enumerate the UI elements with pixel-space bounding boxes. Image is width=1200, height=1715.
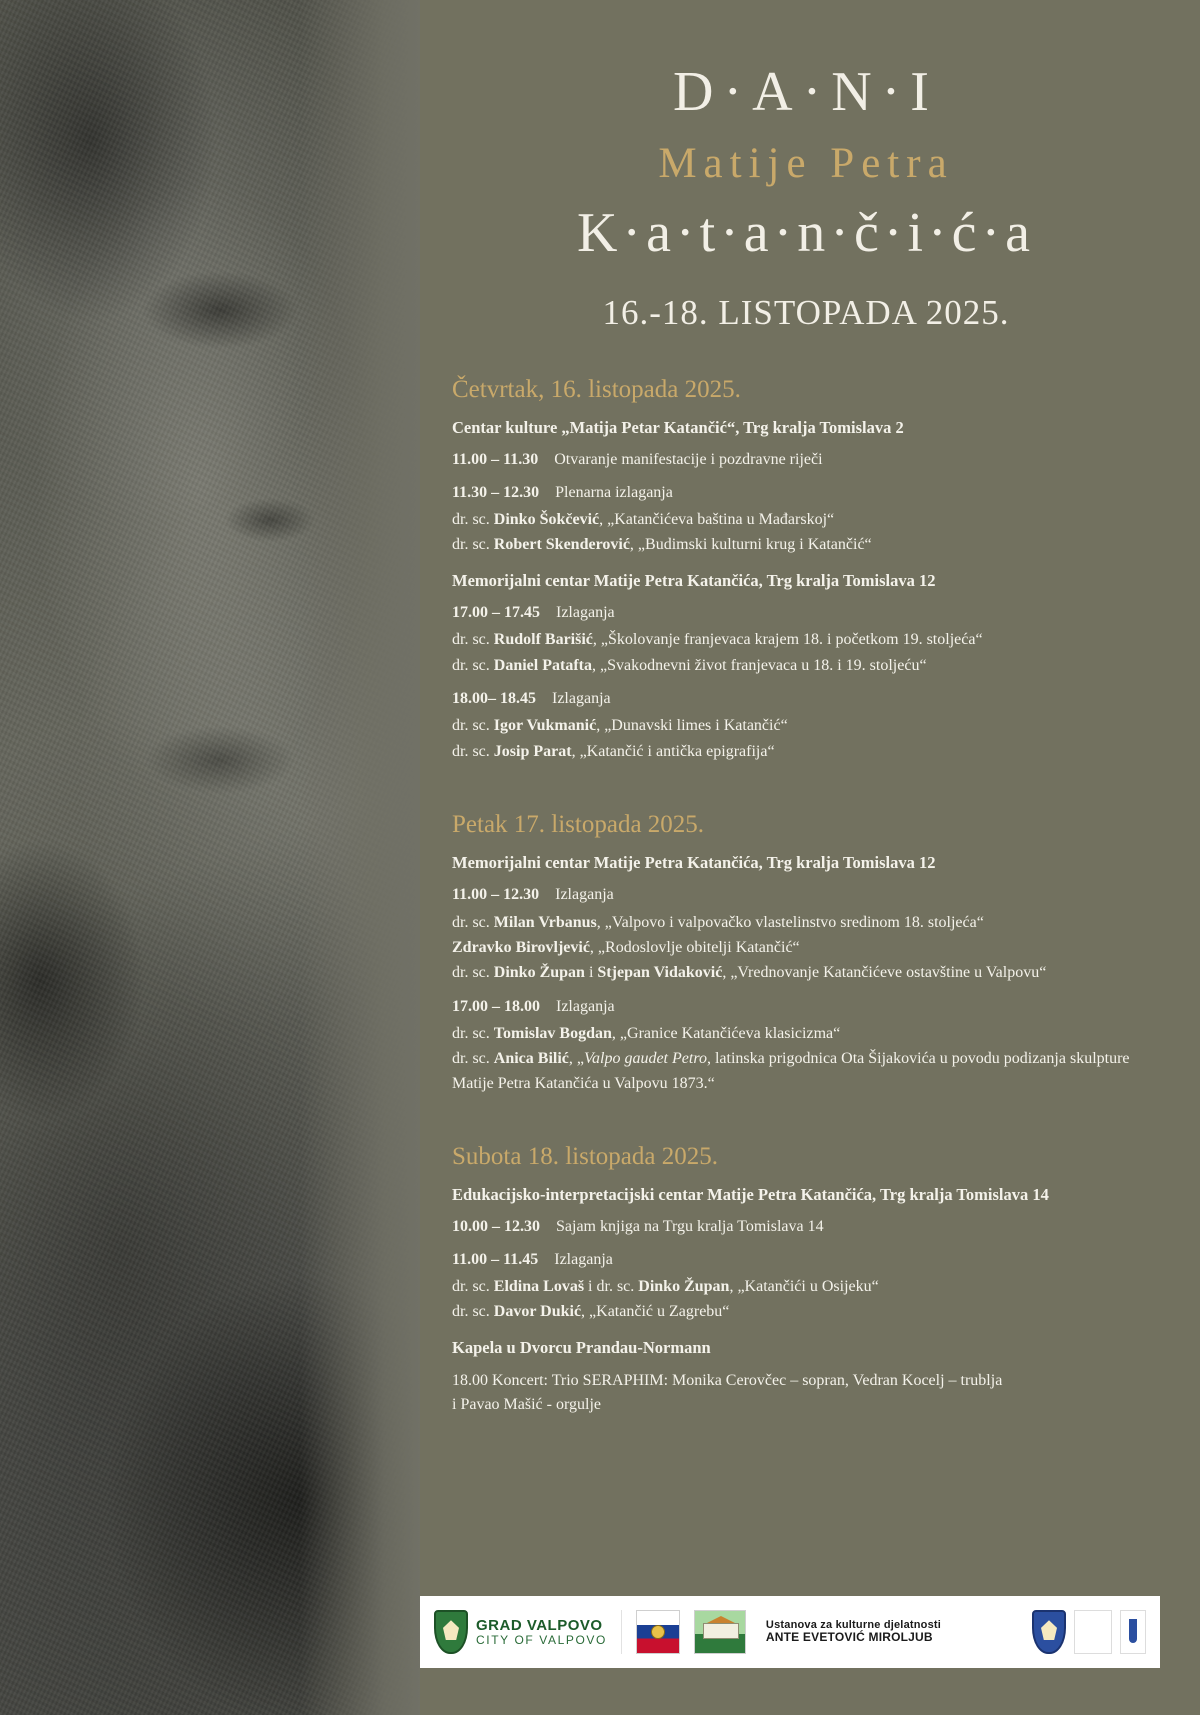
- slot-time: 10.00 – 12.30: [452, 1218, 540, 1236]
- slot-time: 11.00 – 12.30: [452, 886, 540, 904]
- slot-label: Otvaranje manifestacije i pozdravne riječi: [554, 451, 823, 469]
- sponsor-name: GRAD VALPOVO: [476, 1616, 603, 1634]
- town-emblem-icon: [694, 1610, 746, 1654]
- slot: [452, 688, 1164, 764]
- slot-time: 18.00– 18.45: [452, 689, 536, 707]
- slot-head: [452, 1216, 1164, 1238]
- slot-time: 17.00 – 17.45: [452, 603, 540, 621]
- sponsor-bar: [420, 1596, 1160, 1668]
- day-title: Subota 18. listopada 2025.: [452, 1142, 718, 1170]
- sponsor-name: Ustanova za kulturne djelatnosti: [765, 1618, 942, 1631]
- section-gap: [452, 770, 1164, 810]
- slot-head: [452, 602, 1164, 624]
- day-thursday: [452, 375, 1164, 764]
- programme-entry: dr. sc. Tomislav Bogdan, „Granice Katančićeva klasicizma“: [452, 1024, 841, 1042]
- slot-label: Plenarna izlaganja: [555, 483, 673, 501]
- slot-label: Sajam knjiga na Trgu kralja Tomislava 14: [556, 1218, 824, 1236]
- day-title: Petak 17. listopada 2025.: [452, 810, 705, 838]
- slot-label: Izlaganja: [554, 1250, 613, 1268]
- slot-label: Izlaganja: [556, 603, 615, 621]
- sponsor-grad-valpovo: [434, 1610, 607, 1654]
- sculpture-photo: [0, 0, 420, 1715]
- ministry-crest-icon: [1032, 1610, 1066, 1654]
- valpovo-crest-icon: [434, 1610, 468, 1654]
- venue: Centar kulture „Matija Petar Katančić“, Trg kralja Tomislava 2: [452, 417, 904, 437]
- slot-time: 17.00 – 18.00: [452, 997, 540, 1015]
- concert-note-line2: i Pavao Mašić - orgulje: [452, 1395, 602, 1413]
- title-line-katancica: K·a·t·a·n·č·i·ć·a: [576, 201, 1036, 264]
- sponsor-subtitle: ANTE EVETOVIĆ MIROLJUB: [765, 1630, 933, 1645]
- programme-entry: dr. sc. Robert Skenderović, „Budimski kulturni krug i Katančić“: [452, 536, 872, 554]
- slot-head: [452, 1249, 1164, 1271]
- slot-label: Izlaganja: [556, 997, 615, 1015]
- slot-time: 11.00 – 11.45: [452, 1250, 539, 1268]
- slot-head: [452, 482, 1164, 504]
- programme-entry: dr. sc. Davor Dukić, „Katančić u Zagrebu“: [452, 1303, 730, 1321]
- venue: Memorijalni centar Matije Petra Katančića, Trg kralja Tomislava 12: [452, 852, 936, 872]
- sponsor-ministry: [1032, 1610, 1146, 1654]
- venue: Memorijalni centar Matije Petra Katančića, Trg kralja Tomislava 12: [452, 570, 936, 590]
- programme: [448, 375, 1164, 1417]
- title-line-dani: D·A·N·I: [673, 61, 939, 123]
- slot: [452, 482, 1164, 558]
- ministry-text-icon: [1074, 1610, 1112, 1654]
- programme-entry: dr. sc. Rudolf Barišić, „Školovanje franjevaca krajem 18. i početkom 19. stoljeća“: [452, 631, 983, 649]
- slot: [452, 602, 1164, 678]
- slot: [452, 996, 1164, 1096]
- slot-head: [452, 996, 1164, 1018]
- programme-entry: dr. sc. Anica Bilić, „Valpo gaudet Petro, latinska prigodnica Ota Šijakovića u povodu podizanja skulpture Matije Petra Katančića u Valpovu 1873.“: [452, 1050, 1130, 1092]
- section-gap: [452, 1102, 1164, 1142]
- sponsor-divider: [621, 1610, 622, 1654]
- slot-label: Izlaganja: [555, 886, 614, 904]
- programme-entry: Zdravko Birovljević, „Rodoslovlje obitelji Katančić“: [452, 938, 800, 956]
- slot: [452, 1249, 1164, 1325]
- programme-entry: dr. sc. Dinko Župan i Stjepan Vidaković, „Vrednovanje Katančićeve ostavštine u Valpovu“: [452, 964, 1047, 982]
- slot-time: 11.30 – 12.30: [452, 483, 540, 501]
- slot-head: [452, 449, 1164, 471]
- slot-head: [452, 884, 1164, 906]
- eu-logo-icon: [1120, 1610, 1146, 1654]
- programme-entry: dr. sc. Eldina Lovaš i dr. sc. Dinko Župan, „Katančići u Osijeku“: [452, 1277, 879, 1295]
- slot: [452, 1216, 1164, 1238]
- venue: Edukacijsko-interpretacijski centar Matije Petra Katančića, Trg kralja Tomislava 14: [452, 1184, 1049, 1204]
- sponsor-ustanova: [766, 1620, 941, 1644]
- programme-entry: dr. sc. Milan Vrbanus, „Valpovo i valpovačko vlastelinstvo sredinom 18. stoljeća“: [452, 913, 984, 931]
- title-block: [448, 62, 1164, 333]
- sponsor-town-emblem: [694, 1610, 746, 1654]
- programme-entry: dr. sc. Daniel Patafta, „Svakodnevni život franjevaca u 18. i 19. stoljeću“: [452, 656, 927, 674]
- day-saturday: [452, 1142, 1164, 1417]
- sponsor-flag-emblem: [636, 1610, 680, 1654]
- title-line-matije-petra: Matije Petra: [658, 139, 954, 187]
- sponsor-subtitle: CITY OF VALPOVO: [476, 1632, 607, 1647]
- programme-entry: dr. sc. Dinko Šokčević, „Katančićeva baština u Mađarskoj“: [452, 511, 835, 529]
- slot-head: [452, 688, 1164, 710]
- day-friday: [452, 810, 1164, 1096]
- photo-edge-fade: [300, 0, 420, 1715]
- poster-content: [420, 0, 1200, 1715]
- venue: Kapela u Dvorcu Prandau-Normann: [452, 1337, 711, 1357]
- concert-note-line1: 18.00 Koncert: Trio SERAPHIM: Monika Cerovčec – sopran, Vedran Kocelj – trublja: [452, 1371, 1003, 1389]
- flag-emblem-icon: [636, 1610, 680, 1654]
- slot: [452, 884, 1164, 985]
- slot: [452, 449, 1164, 471]
- programme-entry: dr. sc. Josip Parat, „Katančić i antička epigrafija“: [452, 742, 775, 760]
- slot-label: Izlaganja: [552, 689, 611, 707]
- slot-time: 11.00 – 11.30: [452, 451, 539, 469]
- day-title: Četvrtak, 16. listopada 2025.: [452, 375, 741, 403]
- event-dates: 16.-18. LISTOPADA 2025.: [602, 293, 1010, 333]
- programme-entry: dr. sc. Igor Vukmanić, „Dunavski limes i Katančić“: [452, 717, 788, 735]
